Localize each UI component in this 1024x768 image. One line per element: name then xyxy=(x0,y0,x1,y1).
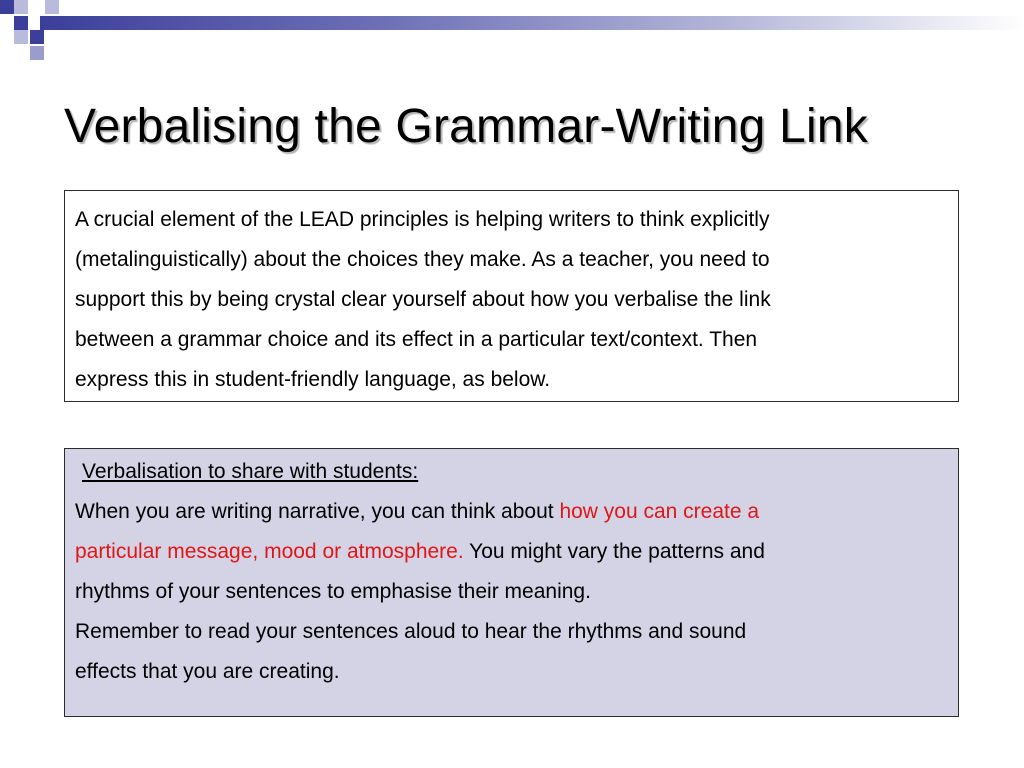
intro-line: between a grammar choice and its effect in a particular text/context. Then xyxy=(75,328,758,351)
highlighted-text: particular message, mood or atmosphere. xyxy=(75,540,464,563)
header-gradient-band xyxy=(40,16,1024,30)
decor-square xyxy=(30,30,44,44)
verbalisation-text: effects that you are creating. xyxy=(75,660,340,683)
verbalisation-text: Remember to read your sentences aloud to hear the rhythms and sound xyxy=(75,620,747,643)
decor-square xyxy=(14,0,28,14)
intro-paragraph xyxy=(75,200,948,400)
decor-square xyxy=(14,16,28,30)
decor-square xyxy=(45,0,59,14)
decor-square xyxy=(30,46,44,60)
student-verbalisation-box xyxy=(64,448,959,717)
decor-square xyxy=(0,0,14,14)
decor-square xyxy=(14,30,28,44)
verbalisation-text: When you are writing narrative, you can think about xyxy=(75,500,560,523)
intro-line: (metalinguistically) about the choices they make. As a teacher, you need to xyxy=(75,248,770,271)
slide-title: Verbalising the Grammar-Writing Link xyxy=(64,100,868,153)
verbalisation-heading: Verbalisation to share with students: xyxy=(82,460,419,483)
verbalisation-text: rhythms of your sentences to emphasise their meaning. xyxy=(75,580,591,603)
highlighted-text: how you can create a xyxy=(559,500,760,523)
intro-text-box xyxy=(64,190,959,402)
intro-line: A crucial element of the LEAD principles is helping writers to think explicitly xyxy=(75,208,770,231)
verbalisation-paragraph xyxy=(75,492,948,692)
intro-line: express this in student-friendly language, as below. xyxy=(75,368,551,391)
verbalisation-text: You might vary the patterns and xyxy=(463,540,765,563)
header-decoration xyxy=(0,0,1024,60)
intro-line: support this by being crystal clear yourself about how you verbalise the link xyxy=(75,288,771,311)
